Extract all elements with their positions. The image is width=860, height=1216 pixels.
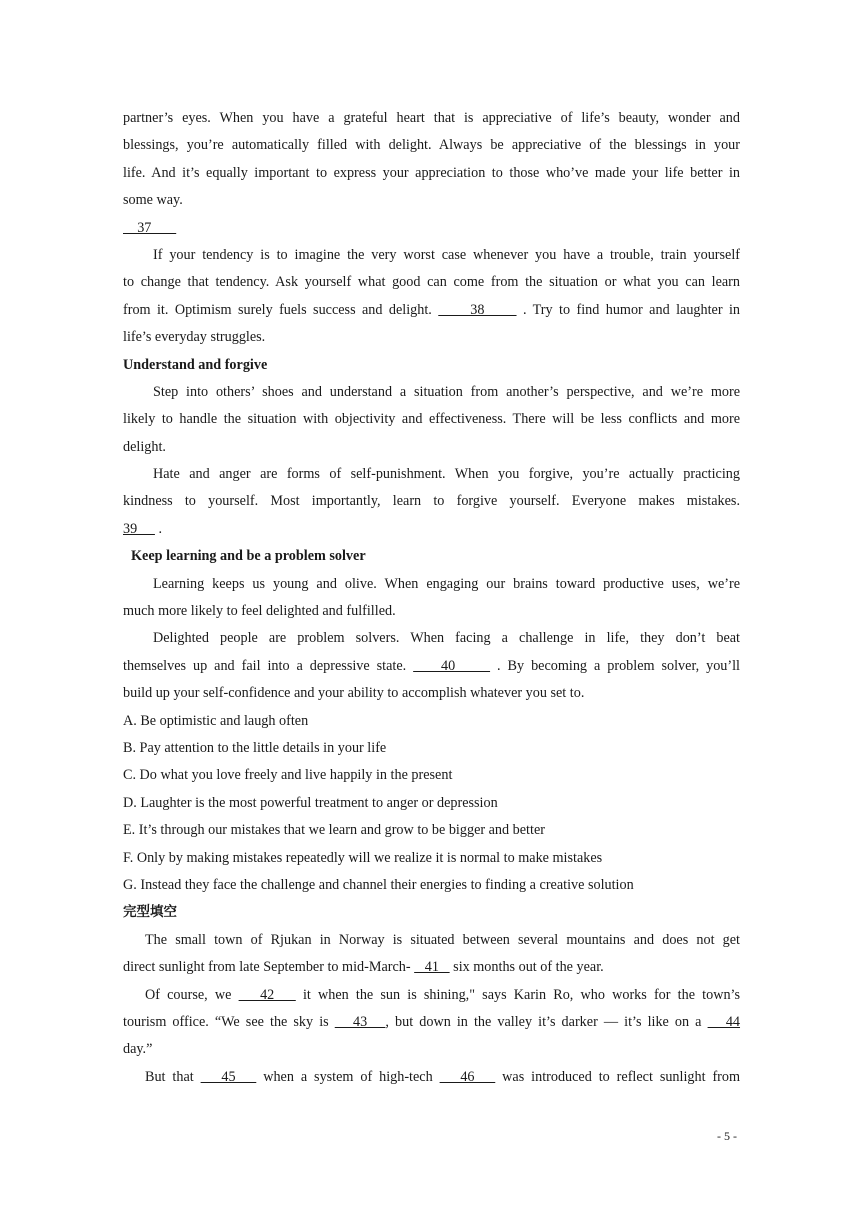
options-list (123, 708, 740, 900)
text-line: The small town of Rjukan in Norway is situated between several mountains and does not get (145, 931, 740, 948)
paragraph (123, 927, 740, 982)
option-item: E. It’s through our mistakes that we learn and grow to be bigger and better (123, 822, 545, 839)
answer-blank: 42 (238, 986, 296, 1003)
answer-blank: 43 (334, 1013, 386, 1030)
text-line (123, 954, 740, 981)
text-span: . Try to find humor and laughter in (516, 301, 741, 318)
answer-blank: 41 (414, 959, 450, 976)
document-body (123, 105, 740, 1091)
paragraph (123, 625, 740, 707)
text-span: . (154, 520, 163, 537)
text-span: tourism office. “We see the sky is (123, 1013, 335, 1030)
paragraph (123, 242, 740, 352)
text-span: Of course, we (145, 986, 239, 1003)
text-span: themselves up and fail into a depressive state. (123, 657, 414, 674)
text-line (123, 1009, 740, 1036)
paragraph (123, 379, 740, 461)
text-line (123, 516, 740, 543)
paragraph (123, 982, 740, 1064)
text-line: likely to handle the situation with objectivity and effectiveness. There will be less conflicts and more (123, 411, 740, 428)
option-item: C. Do what you love freely and live happily in the present (123, 767, 453, 784)
option-item: F. Only by making mistakes repeatedly will we realize it is normal to make mistakes (123, 849, 603, 866)
answer-blank: 38 (438, 301, 517, 318)
answer-blank: 45 (200, 1068, 257, 1085)
answer-blank: 37 (123, 219, 177, 236)
answer-blank: 46 (439, 1068, 496, 1085)
text-span: it when the sun is shining," says Karin Ro, who works for the town’s (295, 986, 741, 1003)
text-line: some way. (123, 192, 183, 209)
text-span: from it. Optimism surely fuels success and delight. (123, 301, 439, 318)
text-line: blessings, you’re automatically filled with delight. Always be appreciative of the blessings in your (123, 137, 740, 154)
text-line: delight. (123, 438, 166, 455)
text-span: , but down in the valley it’s darker — it’s like on a (385, 1013, 708, 1030)
option-item: B. Pay attention to the little details in your life (123, 739, 387, 756)
text-line: If your tendency is to imagine the very worst case whenever you have a trouble, train yourself (153, 246, 740, 263)
section-heading: Keep learning and be a problem solver (131, 548, 366, 565)
text-line: to change that tendency. Ask yourself what good can come from the situation or what you can learn (123, 274, 740, 291)
text-span: But that (145, 1068, 201, 1085)
text-line: Delighted people are problem solvers. When facing a challenge in life, they don’t beat (153, 630, 740, 647)
text-line: life’s everyday struggles. (123, 329, 266, 346)
answer-blank: 39 (123, 520, 155, 537)
text-line: Hate and anger are forms of self-punishment. When you forgive, you’re actually practicing (153, 466, 740, 483)
section-heading: Understand and forgive (123, 356, 268, 373)
answer-blank: 40 (413, 657, 491, 674)
text-span: six months out of the year. (449, 959, 604, 976)
text-line: Step into others’ shoes and understand a situation from another’s perspective, and we’re more (153, 383, 740, 400)
text-line (123, 1064, 740, 1091)
text-line: kindness to yourself. Most importantly, learn to forgive yourself. Everyone makes mistakes. (123, 493, 740, 510)
text-line (123, 982, 740, 1009)
text-span: when a system of high-tech (256, 1068, 440, 1085)
text-line (123, 297, 740, 324)
text-line: build up your self-confidence and your ability to accomplish whatever you set to. (123, 685, 585, 702)
text-line: life. And it’s equally important to express your appreciation to those who’ve made your life better in (123, 164, 740, 181)
text-line (123, 653, 740, 680)
text-line: day.” (123, 1041, 153, 1058)
text-span: was introduced to reflect sunlight from (495, 1068, 741, 1085)
text-line: much more likely to feel delighted and fulfilled. (123, 603, 396, 620)
section-title: 完型填空 (123, 904, 177, 921)
option-item: D. Laughter is the most powerful treatment to anger or depression (123, 794, 498, 811)
text-line: partner’s eyes. When you have a grateful heart that is appreciative of life’s beauty, wonder and (123, 110, 740, 126)
page-number: - 5 - (717, 1129, 737, 1143)
paragraph (123, 1064, 740, 1091)
paragraph (123, 105, 740, 215)
paragraph (123, 571, 740, 626)
paragraph (123, 461, 740, 543)
option-item: A. Be optimistic and laugh often (123, 712, 309, 729)
text-span: direct sunlight from late September to mid-March- (123, 959, 415, 976)
option-item: G. Instead they face the challenge and channel their energies to finding a creative solution (123, 876, 634, 893)
answer-blank: 44 (707, 1013, 741, 1030)
text-line: Learning keeps us young and olive. When engaging our brains toward productive uses, we’re (153, 575, 740, 592)
answer-blank-37-line (123, 215, 740, 242)
text-span: . By becoming a problem solver, you’ll (490, 657, 741, 674)
